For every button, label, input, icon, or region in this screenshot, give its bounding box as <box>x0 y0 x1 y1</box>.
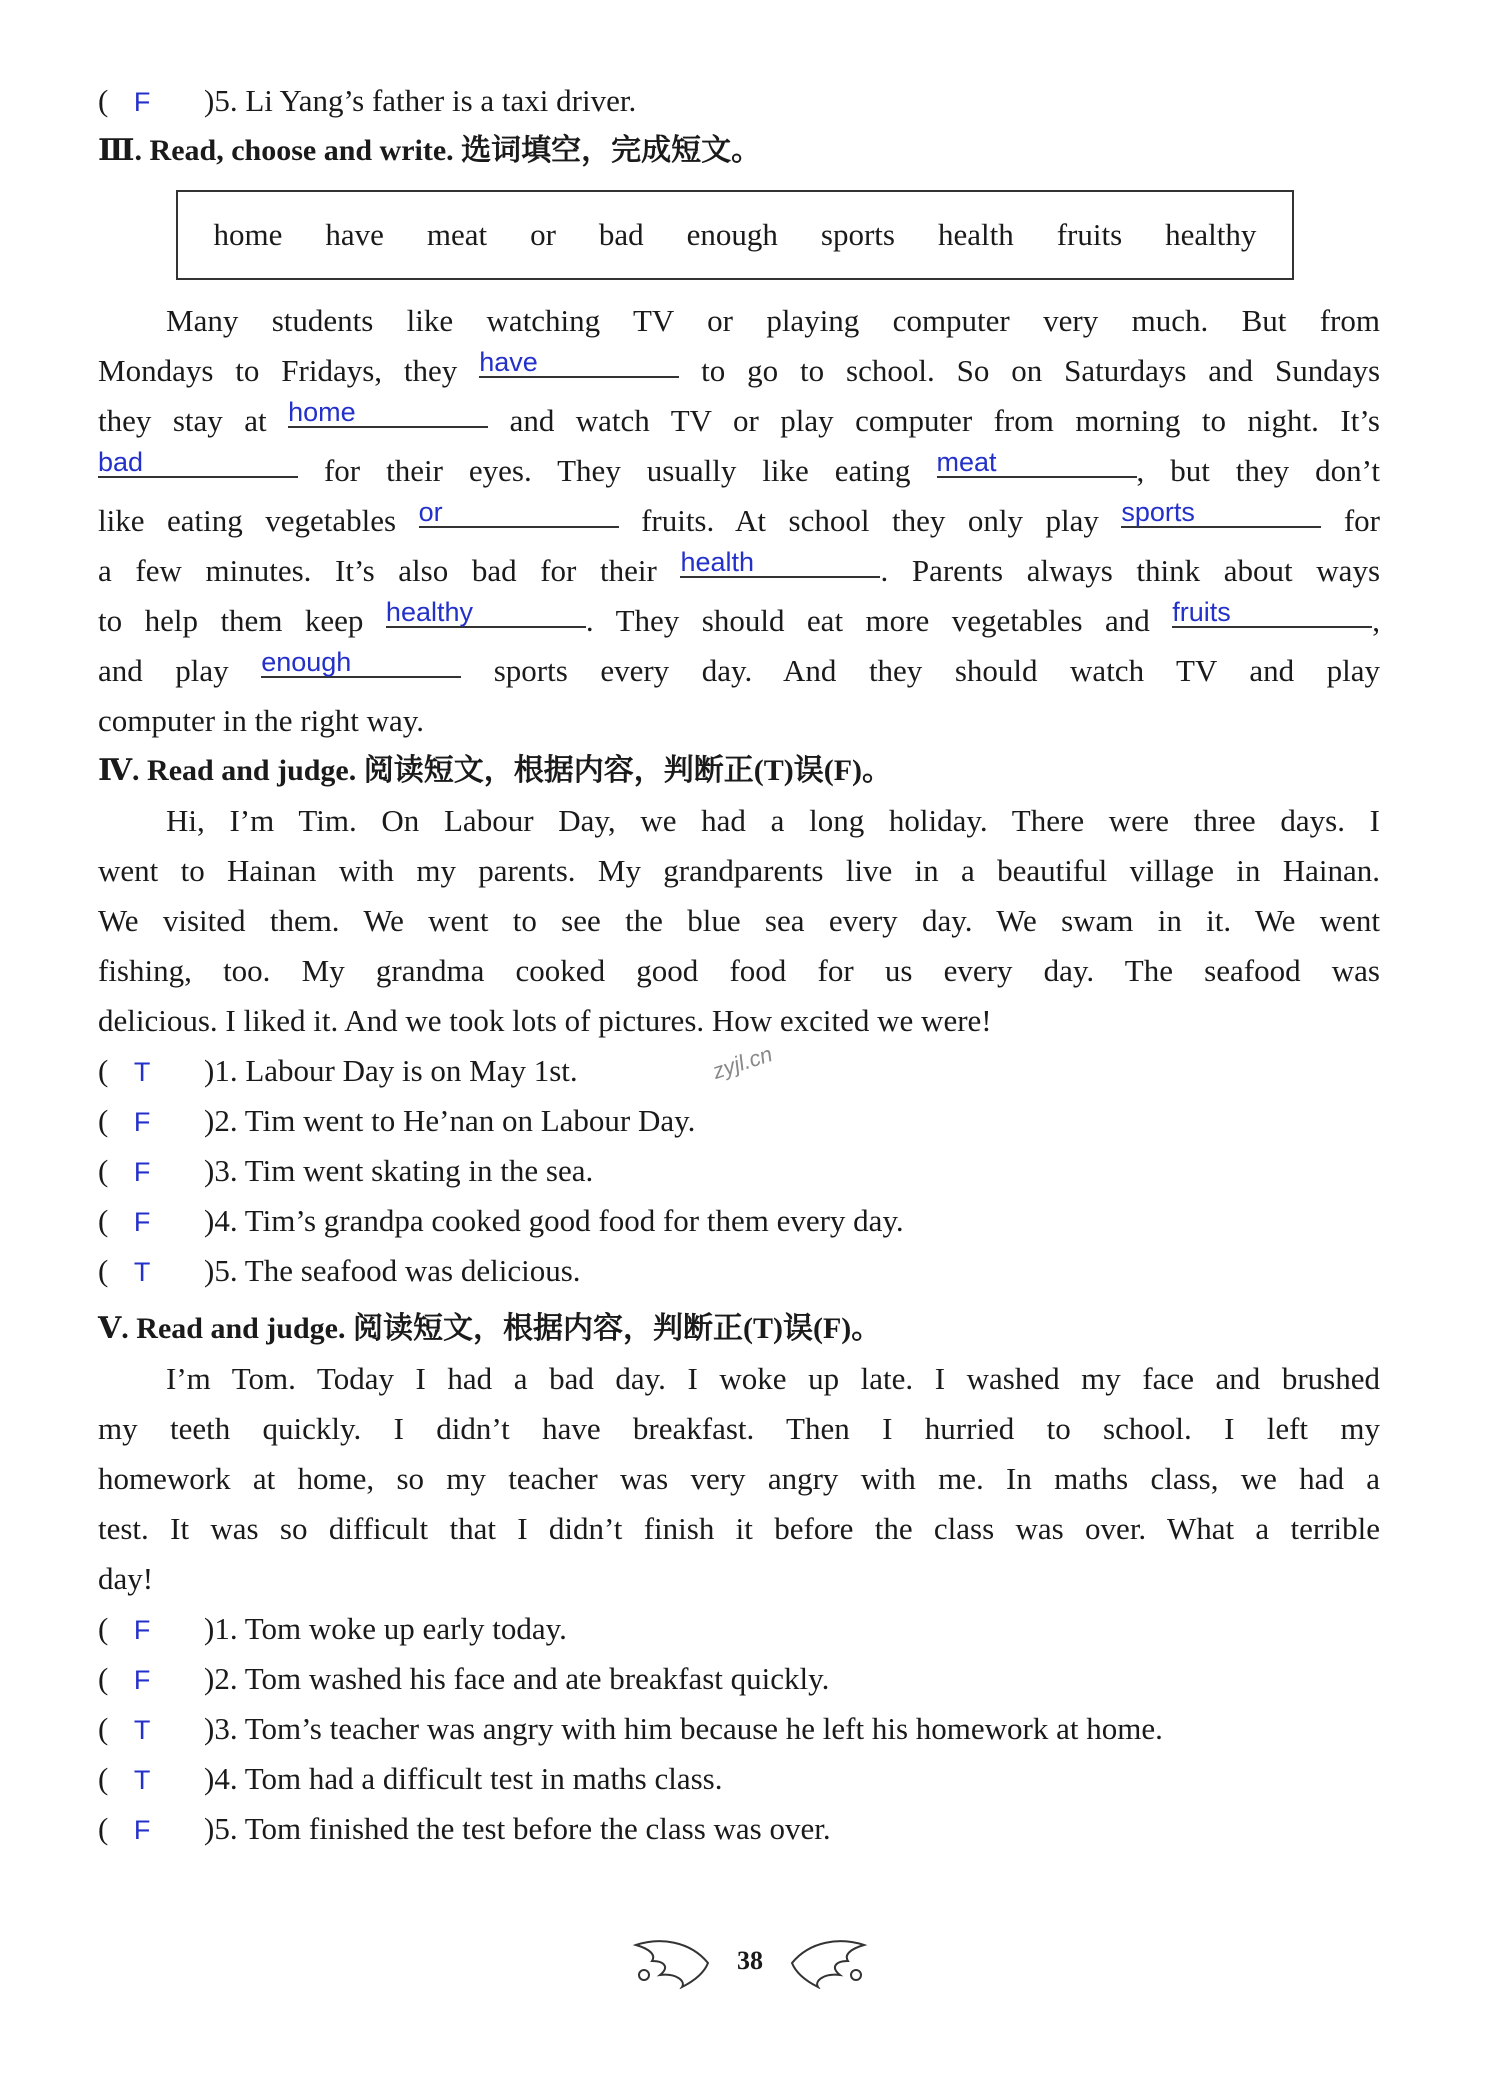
passage-line: computer in the right way. <box>98 703 424 738</box>
answer-mark: F <box>133 1207 151 1237</box>
fill-blank: sports <box>1121 496 1321 528</box>
answer-mark: F <box>133 1615 151 1645</box>
passage-line: Mondays to Fridays, they have to go to school. So on Saturdays and Sundays <box>98 347 1381 388</box>
answer-mark: F <box>133 1665 151 1695</box>
judge-item: ( T )4. Tom had a difficult test in maths class. <box>98 1754 1380 1805</box>
word-bank-item: healthy <box>1165 217 1257 252</box>
judge-item: ( F )2. Tom washed his face and ate breakfast quickly. <box>98 1654 1380 1705</box>
fill-blank: or <box>419 496 619 528</box>
passage-line: fishing, too. My grandma cooked good food for us every day. The seafood was <box>98 953 1380 988</box>
word-bank-item: bad <box>598 217 644 252</box>
passage-line: homework at home, so my teacher was very angry with me. In maths class, we had a <box>98 1461 1380 1496</box>
passage-line: to help them keep healthy . They should eat more vegetables and fruits , <box>98 597 1381 638</box>
word-bank-item: meat <box>426 217 488 252</box>
answer-mark: F <box>133 87 151 117</box>
judge-item: ( F )3. Tim went skating in the sea. <box>98 1146 1380 1197</box>
answer-mark: T <box>133 1057 151 1087</box>
passage-line: my teeth quickly. I didn’t have breakfast. Then I hurried to school. I left my <box>98 1411 1380 1446</box>
passage-line: and play enough sports every day. And they should watch TV and play <box>98 647 1380 688</box>
passage-line: Many students like watching TV or playing computer very much. But from <box>166 303 1380 338</box>
word-bank <box>176 190 1294 280</box>
passage-line: We visited them. We went to see the blue sea every day. We swam in it. We went <box>98 903 1380 938</box>
judge-item: ( T )5. The seafood was delicious. <box>98 1246 1380 1297</box>
left-wing-icon <box>630 1935 710 1989</box>
answer-mark: T <box>133 1765 151 1795</box>
passage-line: Hi, I’m Tim. On Labour Day, we had a long holiday. There were three days. I <box>166 803 1380 838</box>
fill-blank: have <box>479 346 679 378</box>
answer-mark: F <box>133 1107 151 1137</box>
word-bank-item: or <box>530 217 556 252</box>
passage-line: I’m Tom. Today I had a bad day. I woke up late. I washed my face and brushed <box>166 1361 1380 1396</box>
judge-item: ( T )3. Tom’s teacher was angry with him because he left his homework at home. <box>98 1704 1380 1755</box>
passage-line: delicious. I liked it. And we took lots of pictures. How excited we were! <box>98 1003 992 1038</box>
fill-blank: fruits <box>1172 596 1372 628</box>
answer-mark: T <box>133 1257 151 1287</box>
word-bank-item: health <box>937 217 1014 252</box>
passage-line: bad for their eyes. They usually like eating meat , but they don’t <box>98 447 1381 488</box>
right-wing-icon <box>790 1935 870 1989</box>
fill-blank: healthy <box>386 596 586 628</box>
passage-line: like eating vegetables or fruits. At school they only play sports for <box>98 497 1380 538</box>
judge-item: ( F )4. Tim’s grandpa cooked good food for them every day. <box>98 1196 1380 1247</box>
section-5-heading: Ⅴ. Read and judge. 阅读短文，根据内容，判断正(T)误(F)。 <box>98 1312 882 1345</box>
fill-blank: enough <box>261 646 461 678</box>
answer-mark: F <box>133 1815 151 1845</box>
judge-item: ( F )1. Tom woke up early today. <box>98 1604 1380 1655</box>
passage-line: day! <box>98 1561 154 1596</box>
judge-item: ( T )1. Labour Day is on May 1st. <box>98 1046 1380 1097</box>
fill-blank: bad <box>98 446 298 478</box>
judge-item: ( F )2. Tim went to He’nan on Labour Day. <box>98 1096 1380 1147</box>
word-bank-item: home <box>213 217 283 252</box>
fill-blank: meat <box>937 446 1137 478</box>
word-bank-item: have <box>325 217 384 252</box>
section-4-heading: Ⅳ. Read and judge. 阅读短文，根据内容，判断正(T)误(F)。 <box>98 754 893 787</box>
passage-line: a few minutes. It’s also bad for their health . Parents always think about ways <box>98 547 1381 588</box>
fill-blank: home <box>288 396 488 428</box>
prev-item-5: ( F )5. Li Yang’s father is a taxi driver. <box>98 76 1380 127</box>
word-bank-item: sports <box>820 217 895 252</box>
passage-line: they stay at home and watch TV or play computer from morning to night. It’s <box>98 397 1380 438</box>
word-bank-item: fruits <box>1056 217 1123 252</box>
judge-item: ( F )5. Tom finished the test before the class was over. <box>98 1804 1380 1855</box>
passage-line: went to Hainan with my parents. My grandparents live in a beautiful village in Hainan. <box>98 853 1380 888</box>
passage-line: test. It was so difficult that I didn’t finish it before the class was over. What a terrible <box>98 1511 1380 1546</box>
fill-blank: health <box>680 546 880 578</box>
page-number: 38 <box>737 1946 763 1975</box>
word-bank-item: enough <box>686 217 778 252</box>
answer-mark: T <box>133 1715 151 1745</box>
watermark: zyjl.cn <box>709 1041 776 1084</box>
section-3-heading: Ⅲ. Read, choose and write. 选词填空，完成短文。 <box>98 134 762 167</box>
answer-mark: F <box>133 1157 151 1187</box>
